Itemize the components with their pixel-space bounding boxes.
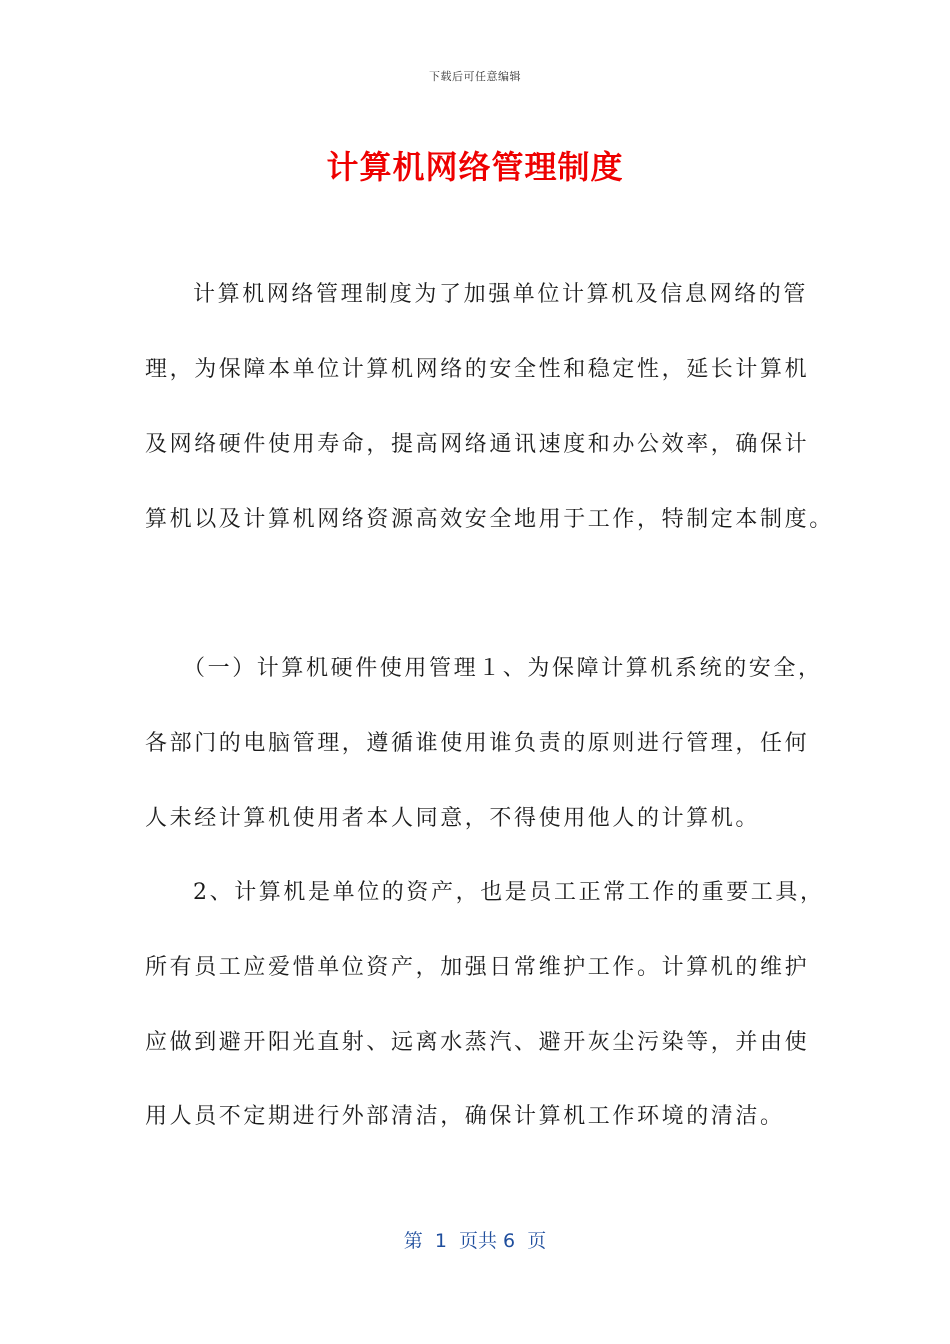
paragraph-line: 及网络硬件使用寿命，提高网络通讯速度和办公效率，确保计	[145, 432, 810, 457]
paragraph-line: 所有员工应爱惜单位资产，加强日常维护工作。计算机的维护	[145, 955, 810, 980]
paragraph-line: 2、计算机是单位的资产，也是员工正常工作的重要工具，	[193, 880, 825, 905]
paragraph-line: 各部门的电脑管理，遵循谁使用谁负责的原则进行管理，任何	[145, 731, 810, 756]
header-note: 下载后可任意编辑	[429, 70, 521, 83]
document-title: 计算机网络管理制度	[326, 148, 624, 186]
paragraph-line: （一）计算机硬件使用管理１、为保障计算机系统的安全，	[183, 656, 823, 681]
page-number-footer: 第 1 页共 6 页	[403, 1230, 547, 1252]
paragraph-line: 应做到避开阳光直射、远离水蒸汽、避开灰尘污染等，并由使	[145, 1030, 810, 1055]
paragraph-line: 理，为保障本单位计算机网络的安全性和稳定性，延长计算机	[145, 357, 810, 382]
paragraph-line: 计算机网络管理制度为了加强单位计算机及信息网络的管	[193, 282, 809, 307]
paragraph-line: 用人员不定期进行外部清洁，确保计算机工作环境的清洁。	[145, 1104, 785, 1129]
paragraph-line: 算机以及计算机网络资源高效安全地用于工作，特制定本制度。	[145, 507, 834, 532]
paragraph-line: 人未经计算机使用者本人同意，不得使用他人的计算机。	[145, 806, 761, 831]
